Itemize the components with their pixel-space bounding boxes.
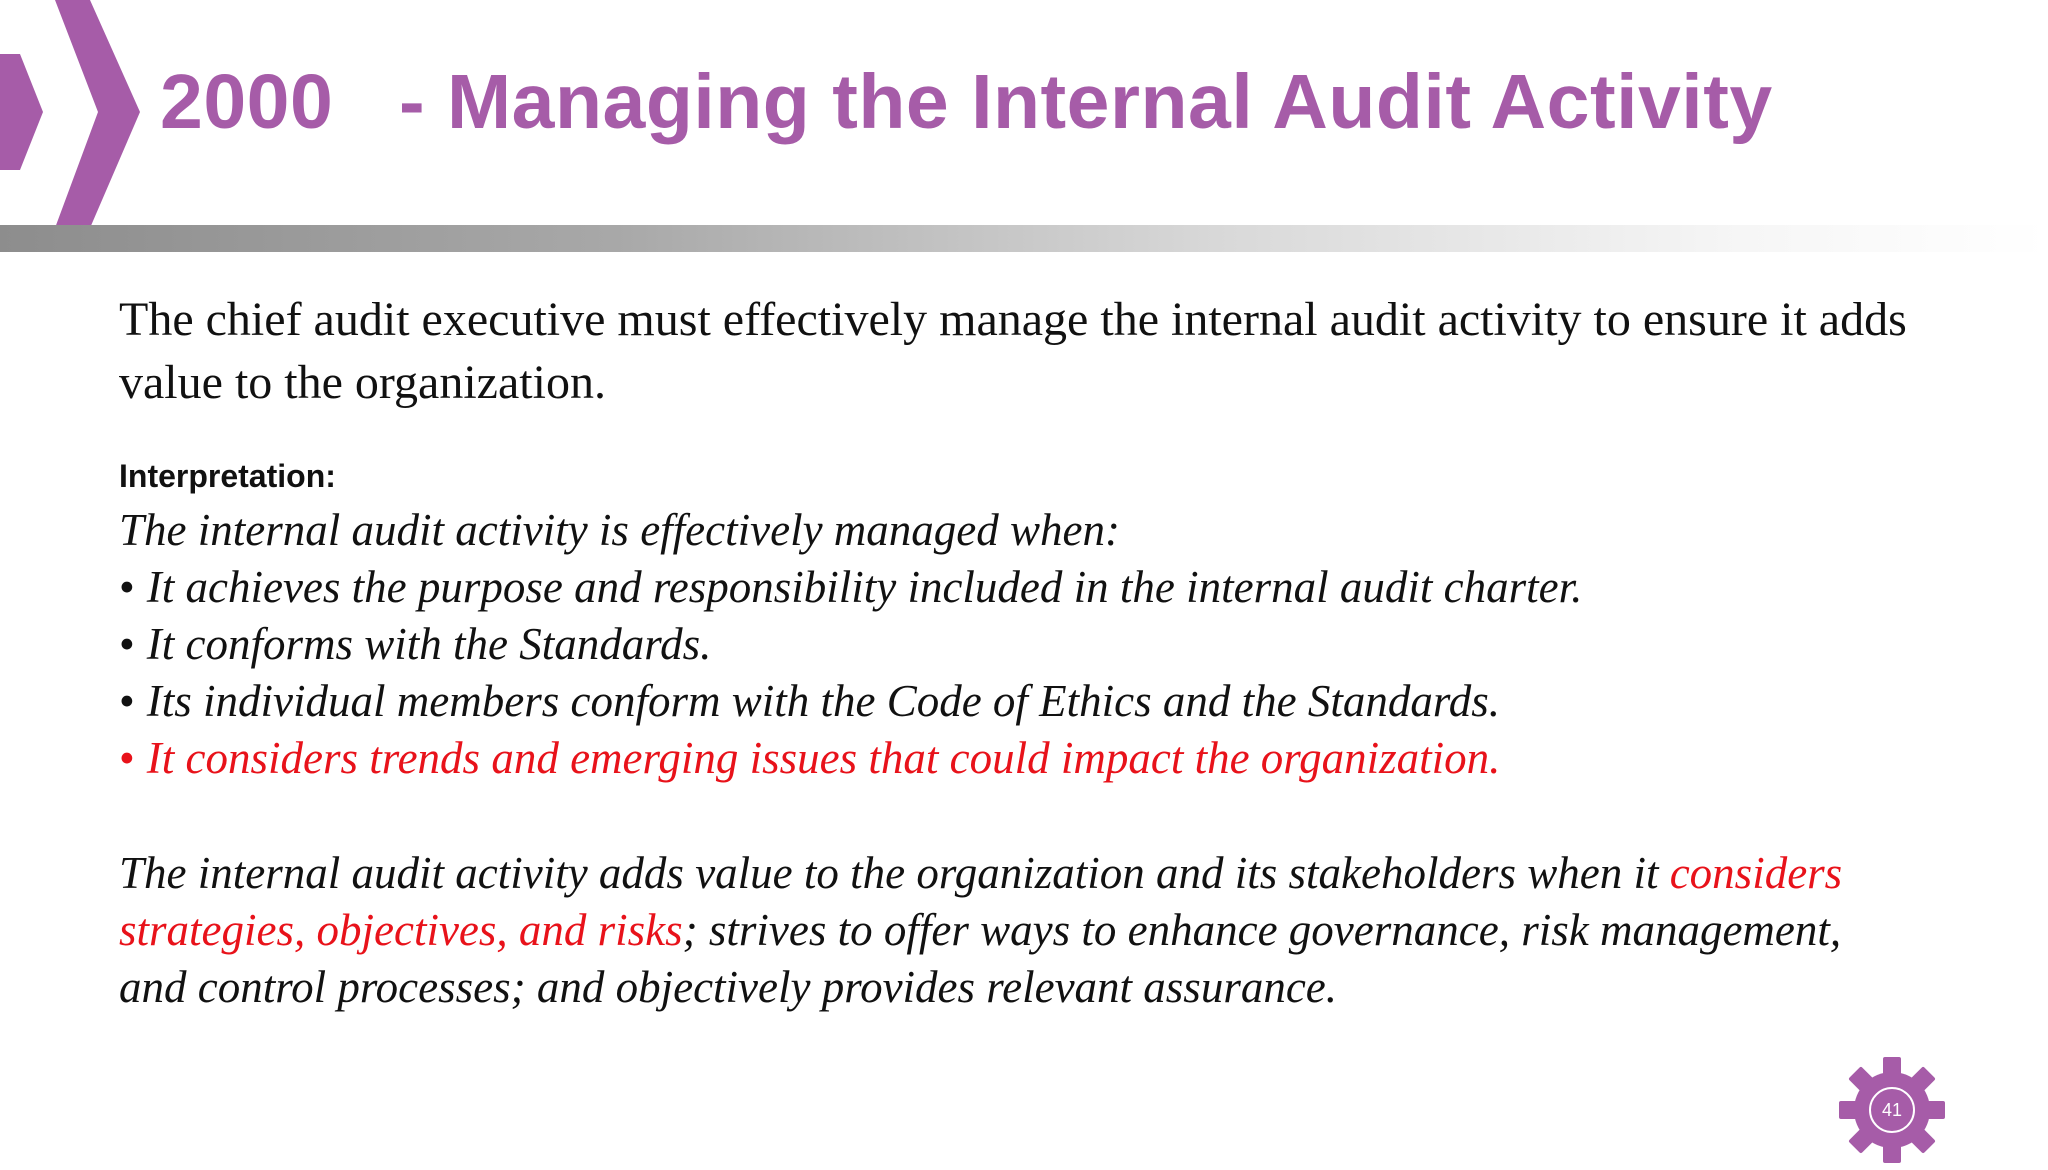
page-number-badge — [1837, 1055, 1947, 1165]
interpretation-lead: The internal audit activity is effectively managed when: — [119, 505, 1120, 555]
bullet-item: • It achieves the purpose and responsibility included in the internal audit charter. — [119, 562, 1583, 612]
slide-title: 2000 - Managing the Internal Audit Activity — [160, 59, 1773, 145]
bullet-item: • It conforms with the Standards. — [119, 619, 712, 669]
intro-paragraph: The chief audit executive must effectively manage the internal audit activity to ensure it adds value to the organization. — [119, 293, 1907, 409]
bullet-item-highlighted: • It considers trends and emerging issues that could impact the organization. — [119, 733, 1501, 783]
interpretation-heading: Interpretation: — [119, 458, 336, 494]
page-number: 41 — [1881, 1099, 1903, 1120]
value-highlight: considers strategies, objectives, and risks — [119, 848, 1843, 955]
value-paragraph: The internal audit activity adds value to the organization and its stakeholders when it considers strategies, objectives, and risks; strives to offer ways to enhance governance, risk management, and control processes; and objectively provides relevant assurance. — [119, 848, 1843, 1012]
title-divider-bar — [0, 225, 2048, 252]
interpretation-bullets — [119, 559, 1582, 787]
bullet-item: • Its individual members conform with the Code of Ethics and the Standards. — [119, 676, 1500, 726]
chevron-icon — [0, 0, 140, 228]
